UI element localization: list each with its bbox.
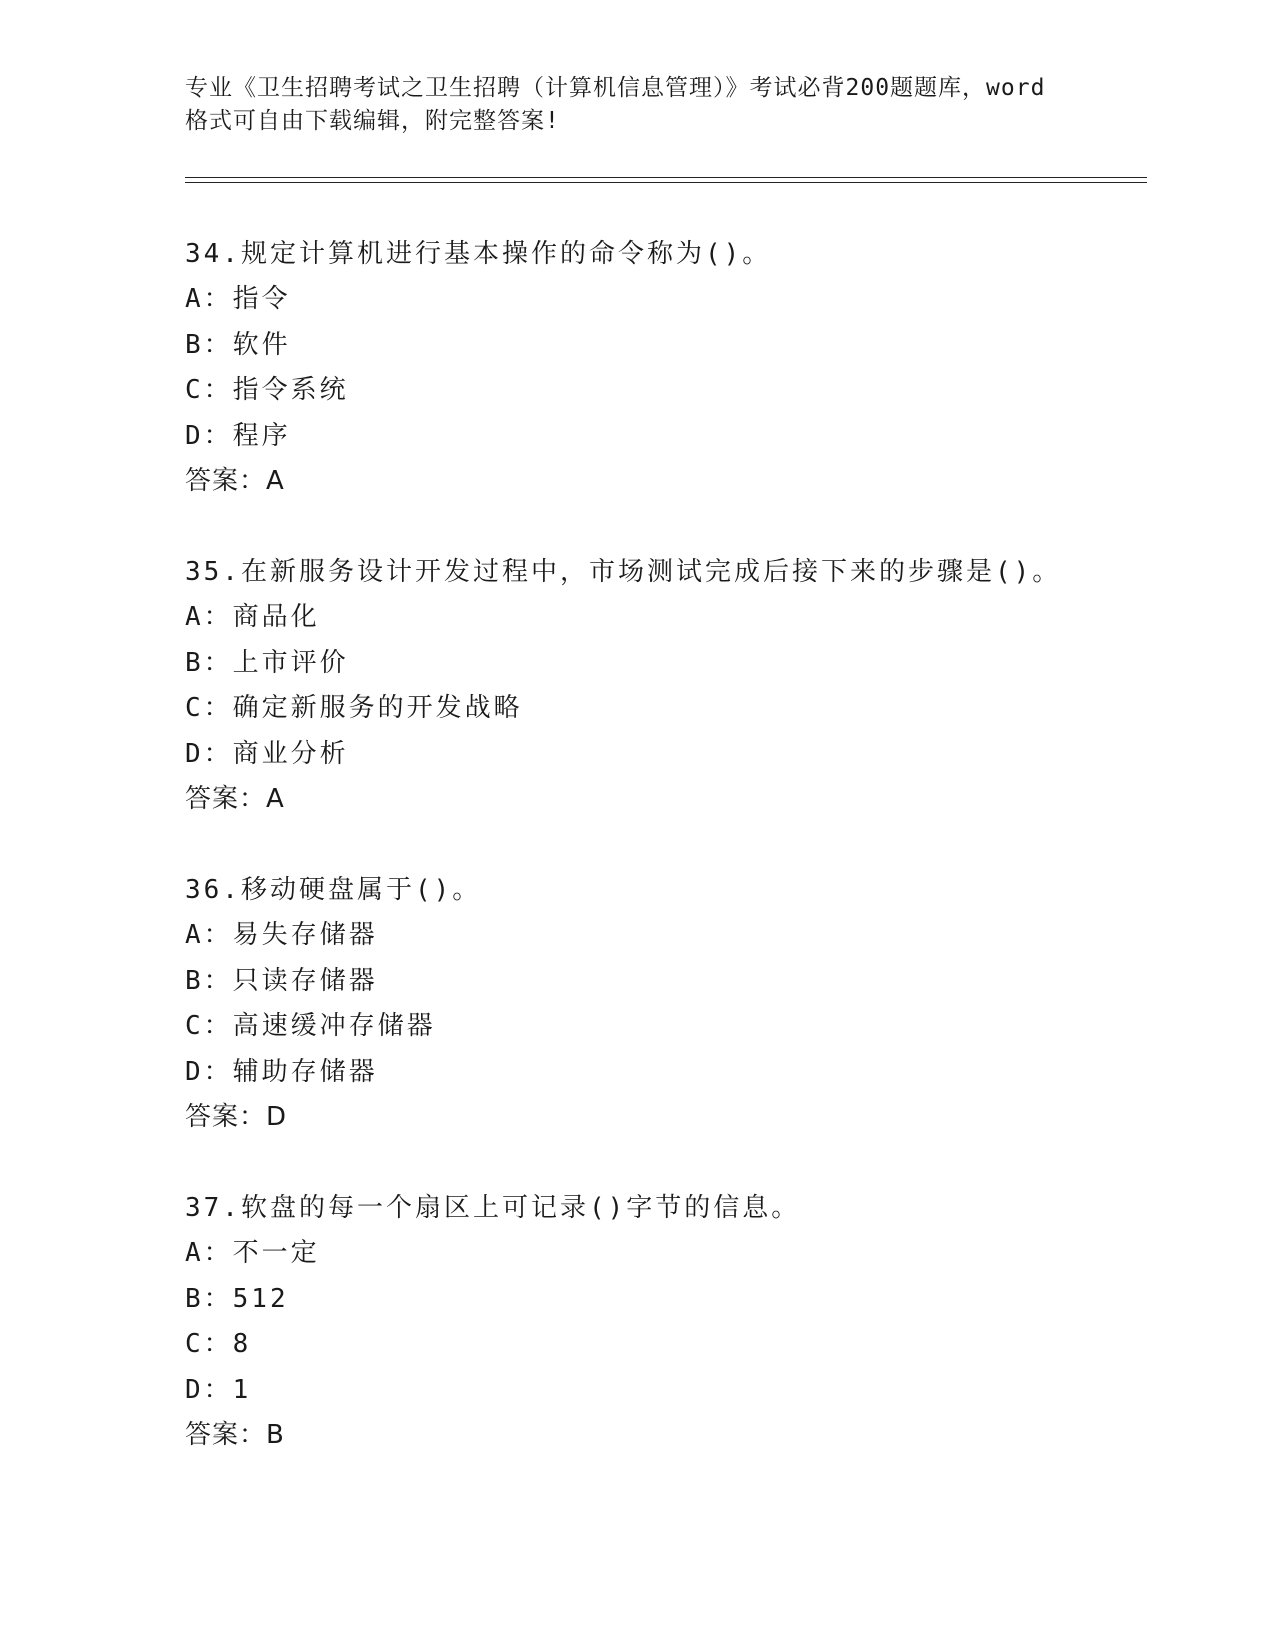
option-a: A：指令 (185, 284, 291, 315)
option-d: D：商业分析 (185, 738, 349, 769)
question-35 (185, 550, 1145, 868)
document-header (185, 72, 1085, 138)
option-b: B：512 (185, 1283, 289, 1314)
header-line-2: 格式可自由下载编辑，附完整答案! (185, 108, 560, 134)
answer: 答案：B (185, 1419, 285, 1450)
header-line-1: 专业《卫生招聘考试之卫生招聘（计算机信息管理）》考试必背200题题库，word (185, 75, 1046, 101)
header-divider-bottom (185, 182, 1147, 183)
option-c: C：确定新服务的开发战略 (185, 693, 523, 724)
question-36 (185, 868, 1145, 1186)
option-c: C：8 (185, 1329, 252, 1360)
option-d: D：辅助存储器 (185, 1056, 378, 1087)
option-d: D：1 (185, 1374, 252, 1405)
option-a: A：易失存储器 (185, 920, 378, 951)
answer: 答案：D (185, 1101, 288, 1132)
option-b: B：只读存储器 (185, 965, 378, 996)
question-stem: 36.移动硬盘属于()。 (185, 875, 482, 905)
option-c: C：高速缓冲存储器 (185, 1011, 436, 1042)
question-stem: 35.在新服务设计开发过程中，市场测试完成后接下来的步骤是()。 (185, 557, 1062, 587)
option-b: B：上市评价 (185, 647, 349, 678)
option-a: A：商品化 (185, 602, 320, 633)
question-stem: 34.规定计算机进行基本操作的命令称为()。 (185, 239, 772, 269)
answer: 答案：A (185, 783, 285, 814)
question-list (185, 232, 1145, 1504)
option-a: A：不一定 (185, 1238, 320, 1269)
option-c: C：指令系统 (185, 375, 349, 406)
question-34 (185, 232, 1145, 550)
question-stem: 37.软盘的每一个扇区上可记录()字节的信息。 (185, 1193, 801, 1223)
question-37 (185, 1186, 1145, 1504)
header-divider-top (185, 177, 1147, 178)
option-b: B：软件 (185, 329, 291, 360)
option-d: D：程序 (185, 420, 291, 451)
answer: 答案：A (185, 465, 285, 496)
